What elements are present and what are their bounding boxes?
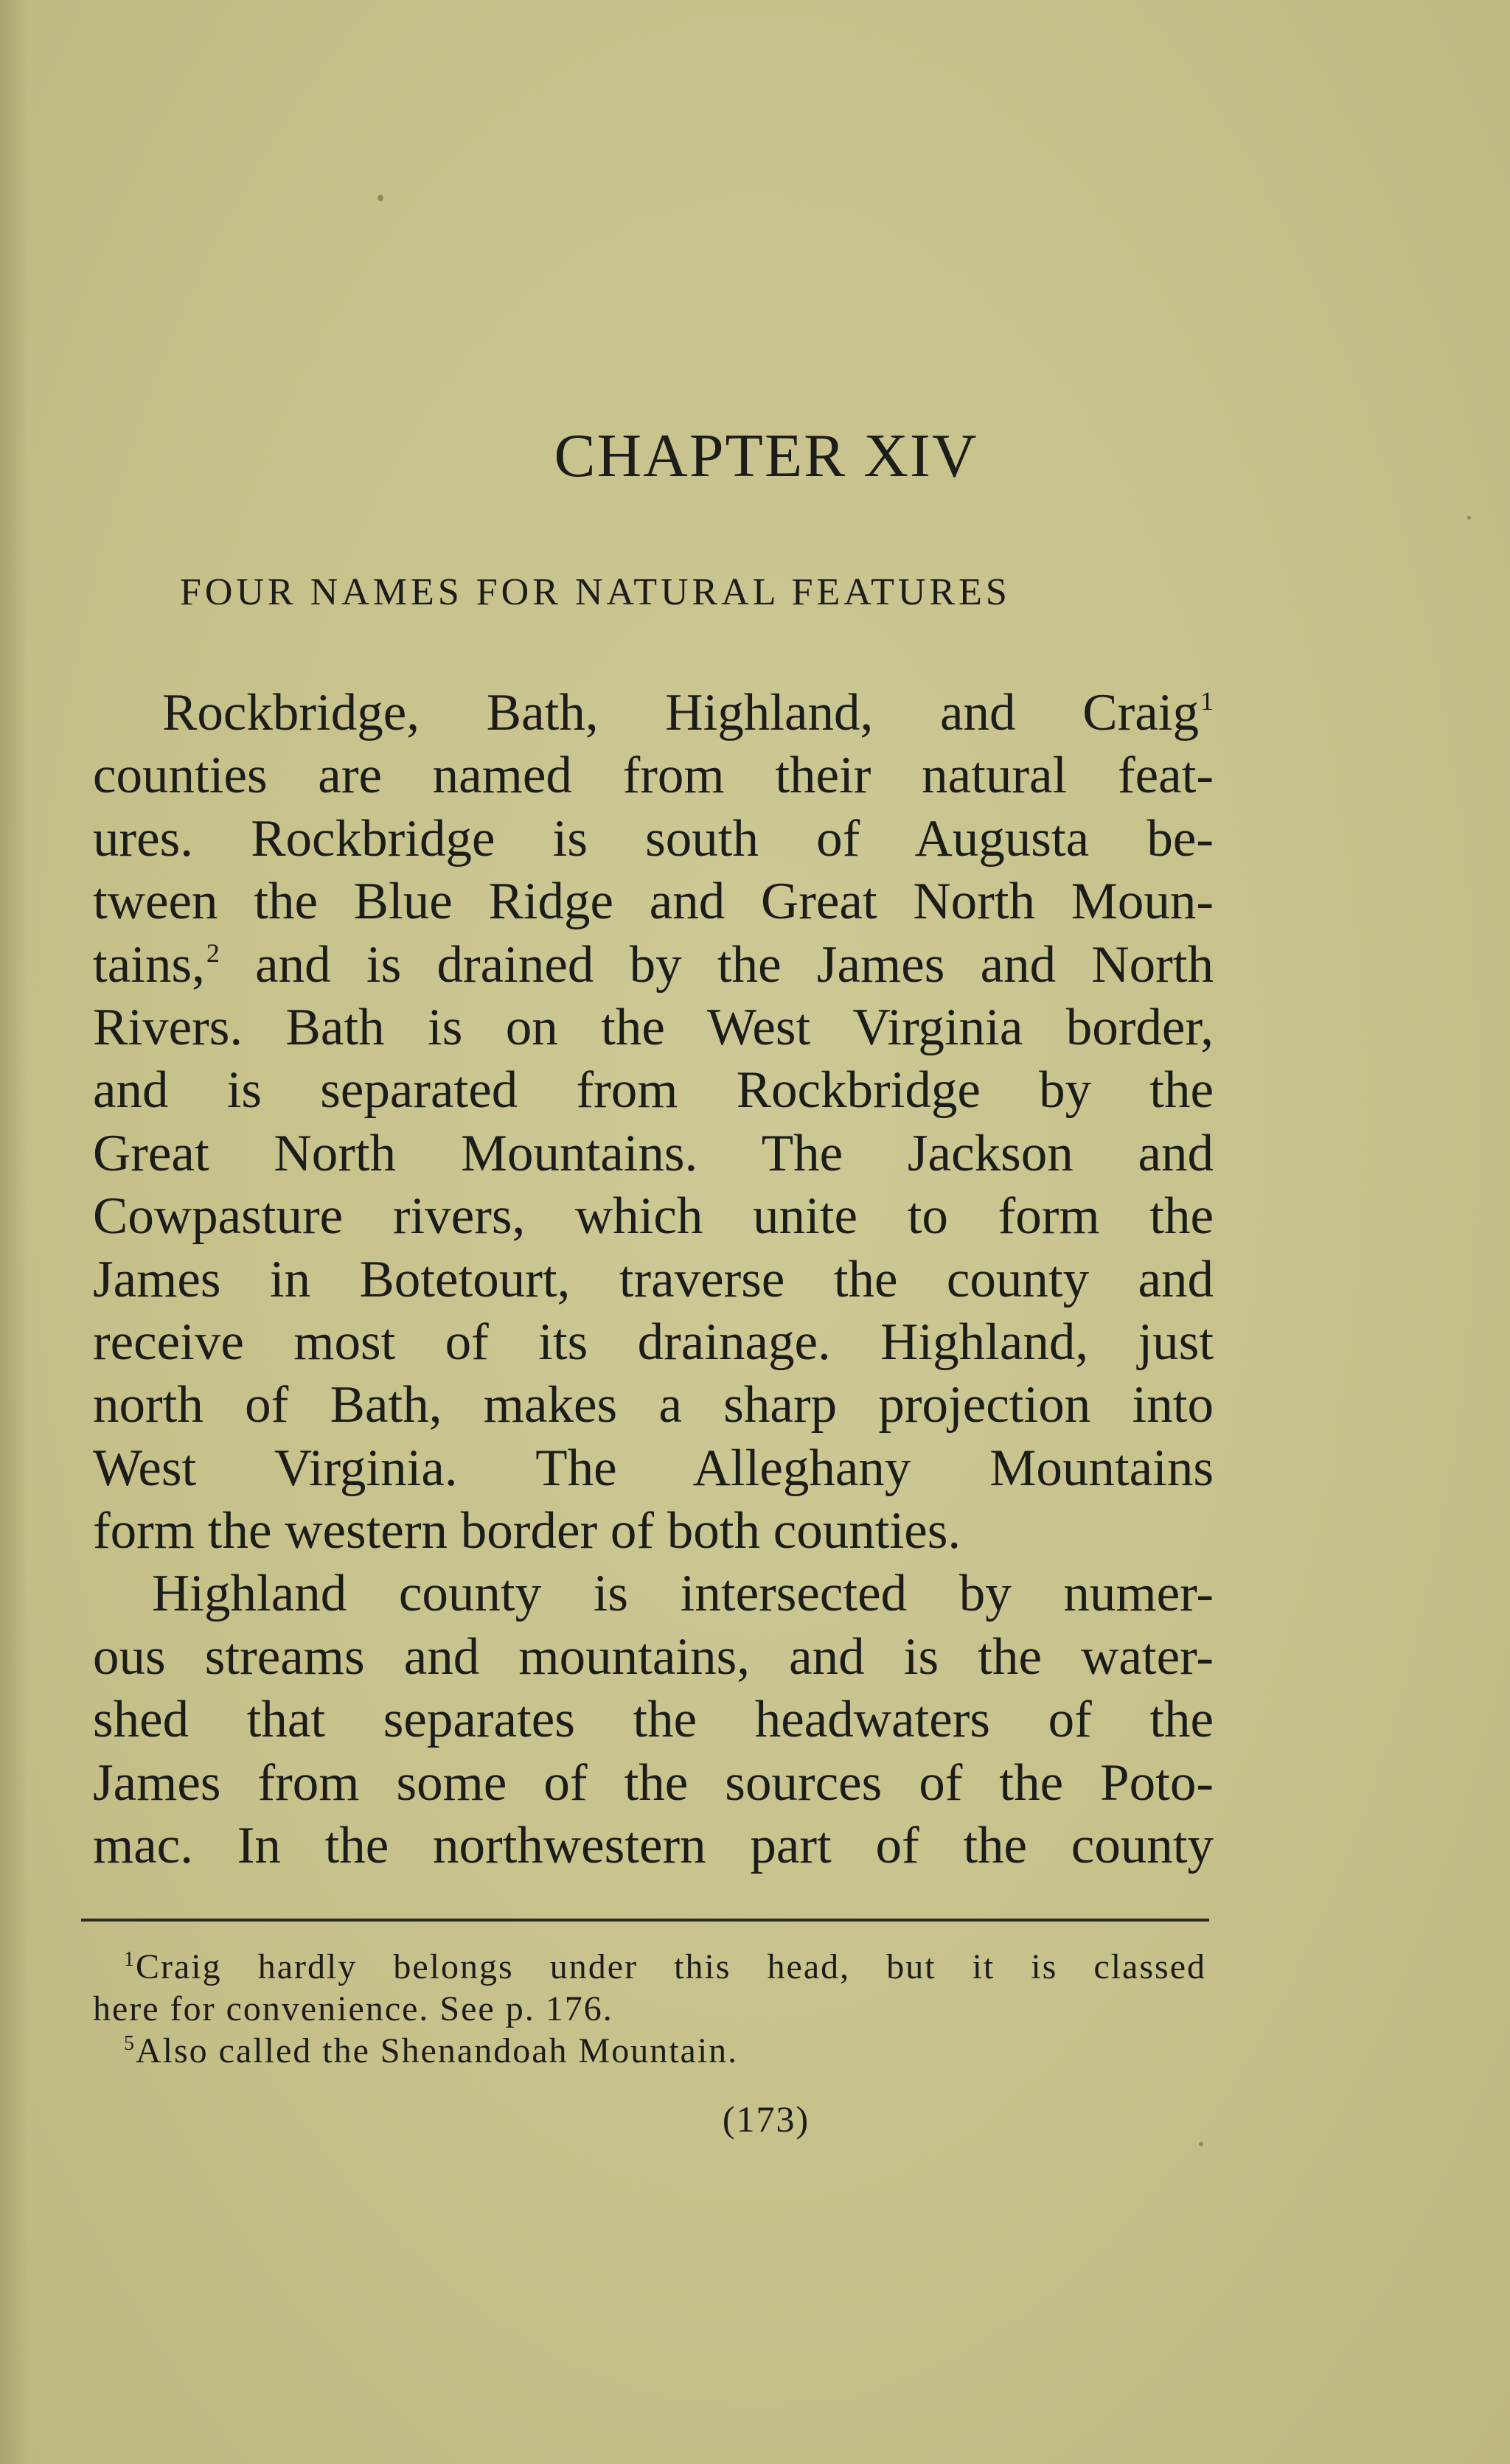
paper-speck <box>378 195 383 201</box>
text-line: Cowpasture rivers, which unite to form the <box>93 1187 1214 1246</box>
paper-speck <box>1199 2142 1203 2146</box>
text-line: and is separated from Rockbridge by the <box>93 1061 1214 1120</box>
footnote-marker: 1 <box>1200 686 1214 716</box>
footnote-divider <box>81 1919 1209 1922</box>
text-line: north of Bath, makes a sharp projection into <box>93 1376 1214 1434</box>
text-line: tween the Blue Ridge and Great North Moun- <box>93 873 1214 931</box>
paper-speck <box>1467 516 1471 520</box>
page-gutter-shadow <box>0 0 29 2464</box>
footnote-mark: 1 <box>124 1948 136 1971</box>
text-line: form the western border of both counties. <box>93 1502 961 1560</box>
text-line: mac. In the northwestern part of the county <box>93 1817 1214 1875</box>
text-line: Great North Mountains. The Jackson and <box>93 1124 1214 1182</box>
text-line: ures. Rockbridge is south of Augusta be- <box>93 809 1214 868</box>
footnote-mark: 5 <box>124 2032 136 2055</box>
footnote-line: $^5$Also called the Shenandoah Mountain. <box>124 2031 739 2070</box>
chapter-subtitle: FOUR NAMES FOR NATURAL FEATURES <box>180 571 1011 613</box>
text-line: tains,$^2$ and is drained by the James and North <box>93 935 1214 994</box>
body-text <box>93 682 1214 1877</box>
text-line: James from some of the sources of the Poto- <box>93 1753 1214 1812</box>
text-line: Rivers. Bath is on the West Virginia border, <box>93 998 1214 1056</box>
footnotes <box>93 1946 1206 2072</box>
text-line: James in Botetourt, traverse the county and <box>93 1250 1214 1308</box>
text-line: Rockbridge, Bath, Highland, and Craig$^1$ <box>162 684 1214 741</box>
footnote-line: here for convenience. See p. 176. <box>93 1989 613 2028</box>
text-line: counties are named from their natural feat- <box>93 747 1214 805</box>
chapter-title: CHAPTER XIV <box>554 422 978 490</box>
text-line: ous streams and mountains, and is the water- <box>93 1627 1214 1686</box>
text-line: Highland county is intersected by numer- <box>152 1565 1214 1623</box>
footnote-marker: 2 <box>206 938 220 968</box>
text-line: West Virginia. The Alleghany Mountains <box>93 1439 1214 1497</box>
text-line: shed that separates the headwaters of the <box>93 1691 1214 1749</box>
text-line: receive most of its drainage. Highland, just <box>93 1313 1214 1371</box>
page-number: (173) <box>722 2098 810 2140</box>
footnote-line: $^1$Craig hardly belongs under this head, but it is classed <box>124 1947 1206 1986</box>
